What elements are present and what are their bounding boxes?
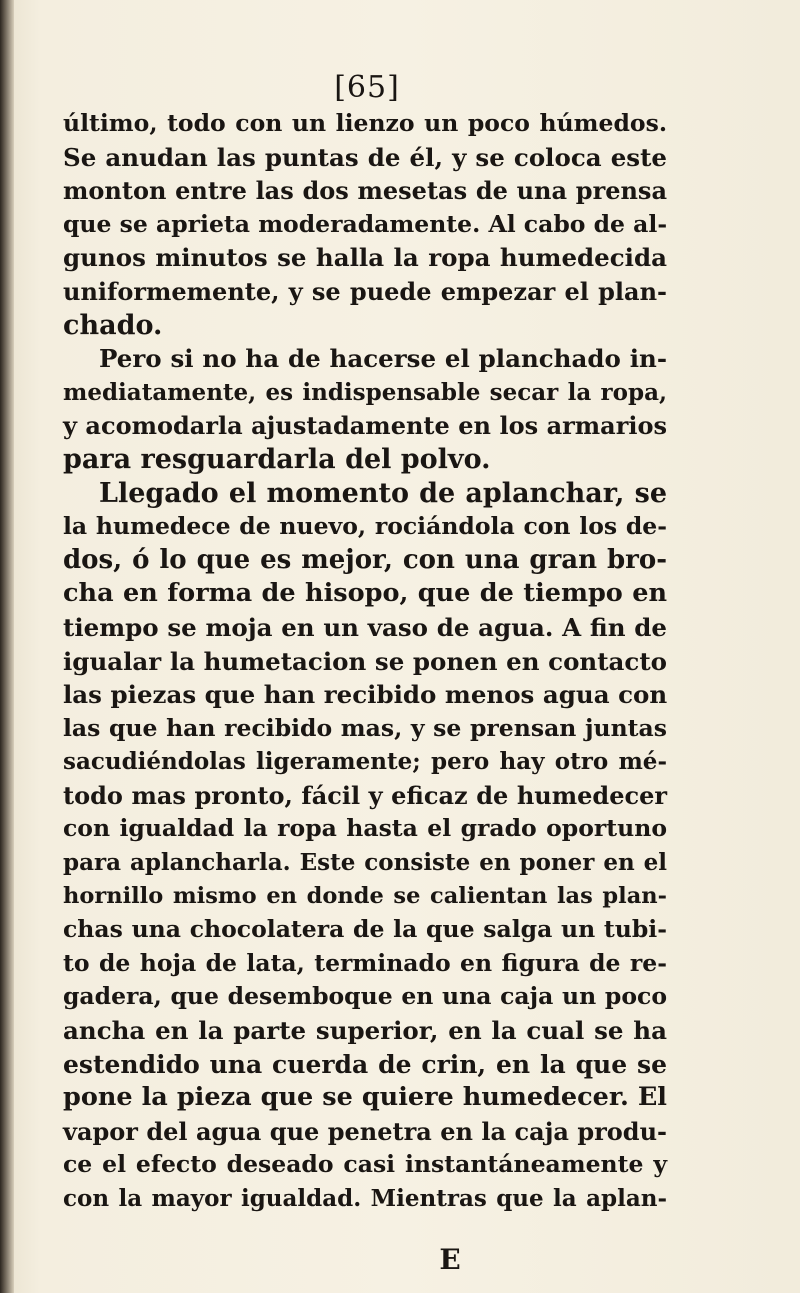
text-line: ancha en la parte superior, en la cual se ha	[63, 1016, 667, 1046]
text-line: igualar la humetacion se ponen en contacto	[63, 646, 667, 676]
page-number-header	[0, 70, 800, 105]
text-line: las piezas que han recibido menos agua con	[63, 680, 668, 710]
body-text	[63, 107, 667, 1216]
text-line: to de hoja de lata, terminado en figura de re-	[63, 948, 667, 977]
text-line: mediatamente, es indispensable secar la ropa,	[63, 378, 667, 406]
text-line: dos, ó lo que es mejor, con una gran bro-	[63, 544, 667, 575]
text-line: pone la pieza que se quiere humedecer. El	[63, 1082, 667, 1113]
text-line: chado.	[63, 309, 163, 341]
text-line: Llegado el momento de aplanchar, se	[99, 477, 667, 509]
text-line: Pero si no ha de hacerse el planchado in-	[99, 344, 667, 374]
page-number: [65]	[334, 70, 400, 105]
text-line: cha en forma de hisopo, que de tiempo en	[63, 578, 667, 609]
text-line: gadera, que desemboque en una caja un poco	[63, 982, 667, 1011]
signature-mark: E	[439, 1243, 461, 1276]
text-line: que se aprieta moderadamente. Al cabo de al-	[63, 209, 668, 238]
text-line: las que han recibido mas, y se prensan juntas	[63, 713, 667, 742]
text-line: último, todo con un lienzo un poco húmedos.	[63, 109, 667, 137]
text-line: monton entre las dos mesetas de una prensa	[63, 176, 667, 206]
text-line: vapor del agua que penetra en la caja produ-	[63, 1116, 667, 1146]
text-line: para aplancharla. Este consiste en poner en el	[63, 849, 667, 877]
text-line: Se anudan las puntas de él, y se coloca este	[63, 142, 667, 172]
text-line: chas una chocolatera de la que salga un tubi-	[63, 915, 667, 944]
text-line: sacudiéndolas ligeramente; pero hay otro mé-	[63, 748, 667, 776]
text-line: hornillo mismo en donde se calientan las plan-	[63, 882, 667, 909]
text-line: todo mas pronto, fácil y eficaz de humedecer	[63, 780, 667, 810]
text-line: uniformemente, y se puede empezar el plan-	[63, 276, 667, 306]
text-line: ce el efecto deseado casi instantáneamente y	[63, 1150, 667, 1179]
text-line: para resguardarla del polvo.	[63, 443, 491, 475]
page-binding-edge	[0, 0, 14, 1293]
text-line: con igualdad la ropa hasta el grado oportuno	[63, 814, 667, 843]
text-line: la humedece de nuevo, rociándola con los de-	[63, 512, 667, 541]
text-line: y acomodarla ajustadamente en los armarios	[63, 411, 667, 441]
text-line: gunos minutos se halla la ropa humedecida	[63, 243, 667, 273]
text-line: estendido una cuerda de crin, en la que se	[63, 1049, 667, 1079]
text-line: con la mayor igualdad. Mientras que la aplan-	[63, 1185, 667, 1212]
text-line: tiempo se moja en un vaso de agua. A fin de	[63, 612, 667, 642]
